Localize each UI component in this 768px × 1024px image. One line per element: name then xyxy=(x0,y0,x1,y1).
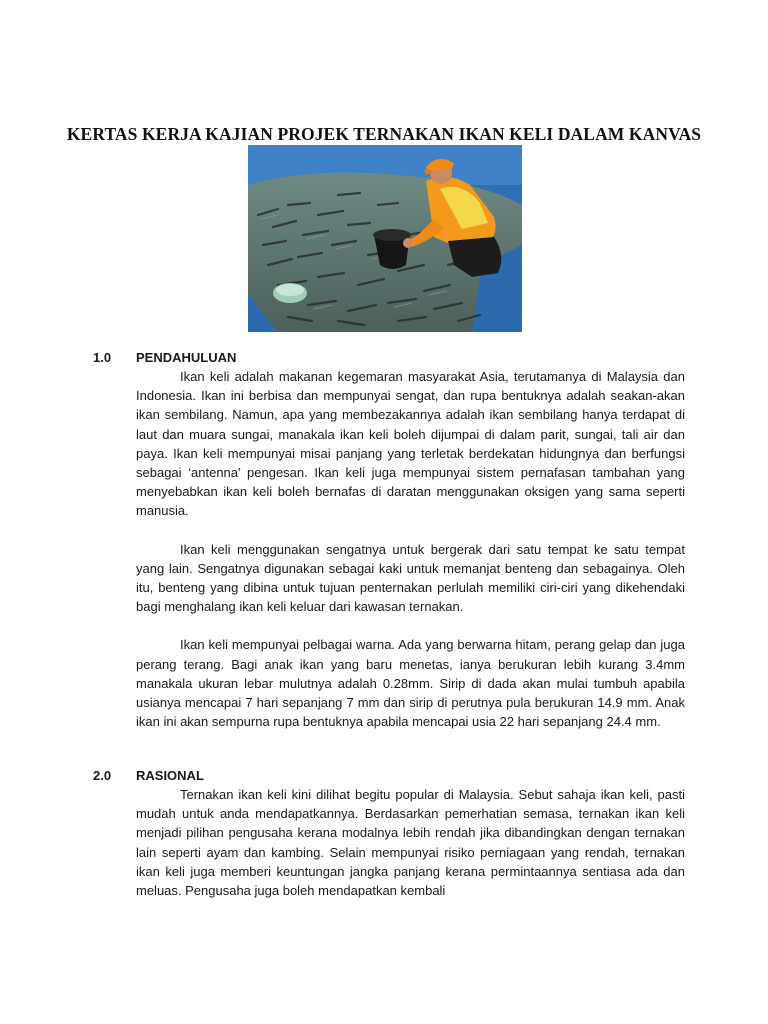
catfish-farming-photo xyxy=(248,145,522,332)
section-title: PENDAHULUAN xyxy=(136,350,237,365)
section-pendahuluan xyxy=(93,348,685,731)
section-heading xyxy=(93,348,685,367)
section-number: 1.0 xyxy=(93,350,112,365)
document-title: KERTAS KERJA KAJIAN PROJEK TERNAKAN IKAN KELI DALAM KANVAS xyxy=(66,124,702,144)
section-rasional xyxy=(93,766,685,900)
paragraph: Ikan keli mempunyai pelbagai warna. Ada yang berwarna hitam, perang gelap dan juga perang terang. Bagi anak ikan yang baru menetas, ianya berukuran lebih kurang 3.4mm manakala ukuran lebar mulutnya adalah 0.28mm. Sirip di dada akan mulai tumbuh apabila usianya mencapai 7 hari sepanjang 7 mm dan sirip di perutnya pula berukuran 14.9 mm. Anak ikan ini akan sempurna rupa bentuknya apabila mencapai usia 22 hari sepanjang 24.4 mm. xyxy=(136,637,685,730)
paragraph: Ikan keli adalah makanan kegemaran masyarakat Asia, terutamanya di Malaysia dan Indonesia. Ikan ini berbisa dan mempunyai sengat, dan rupa bentuknya adalah seakan-akan ikan sembilang. Namun, apa yang membezakannya adalah ikan sembilang hanya terdapat di laut dan muara sungai, manakala ikan keli boleh dijumpai di dalam parit, sungai, tali air dan paya. Ikan keli mempunyai misai panjang yang terletak berdekatan hidungnya dan berfungsi sebagai ‘antenna’ pengesan. Ikan keli juga mempunyai sistem pernafasan tambahan yang menyebabkan ikan keli boleh bernafas di daratan menggunakan oksigen yang sama seperti manusia. xyxy=(136,369,685,519)
paragraph: Ternakan ikan keli kini dilihat begitu popular di Malaysia. Sebut sahaja ikan keli, pasti mudah untuk anda mendapatkannya. Berdasarkan pemerhatian semasa, ternakan ikan keli menjadi pilihan pengusaha kerana modalnya lebih rendah jika dibandingkan dengan ternakan lain seperti ayam dan kambing. Selain mempunyai risiko perniagaan yang rendah, ternakan ikan keli juga memberi keuntungan jangka panjang kerana permintaannya sentiasa ada dan meluas. Pengusaha juga boleh mendapatkan kembali xyxy=(136,787,685,899)
section-title: RASIONAL xyxy=(136,768,204,783)
section-heading xyxy=(93,766,685,785)
paragraph: Ikan keli menggunakan sengatnya untuk bergerak dari satu tempat ke satu tempat yang lain. Sengatnya digunakan sebagai kaki untuk memanjat benteng dan sebagainya. Oleh itu, benteng yang dibina untuk tujuan penternakan perlulah memiliki ciri-ciri yang dikehendaki bagi menghalang ikan keli keluar dari kawasan ternakan. xyxy=(136,541,685,615)
section-number: 2.0 xyxy=(93,768,112,783)
